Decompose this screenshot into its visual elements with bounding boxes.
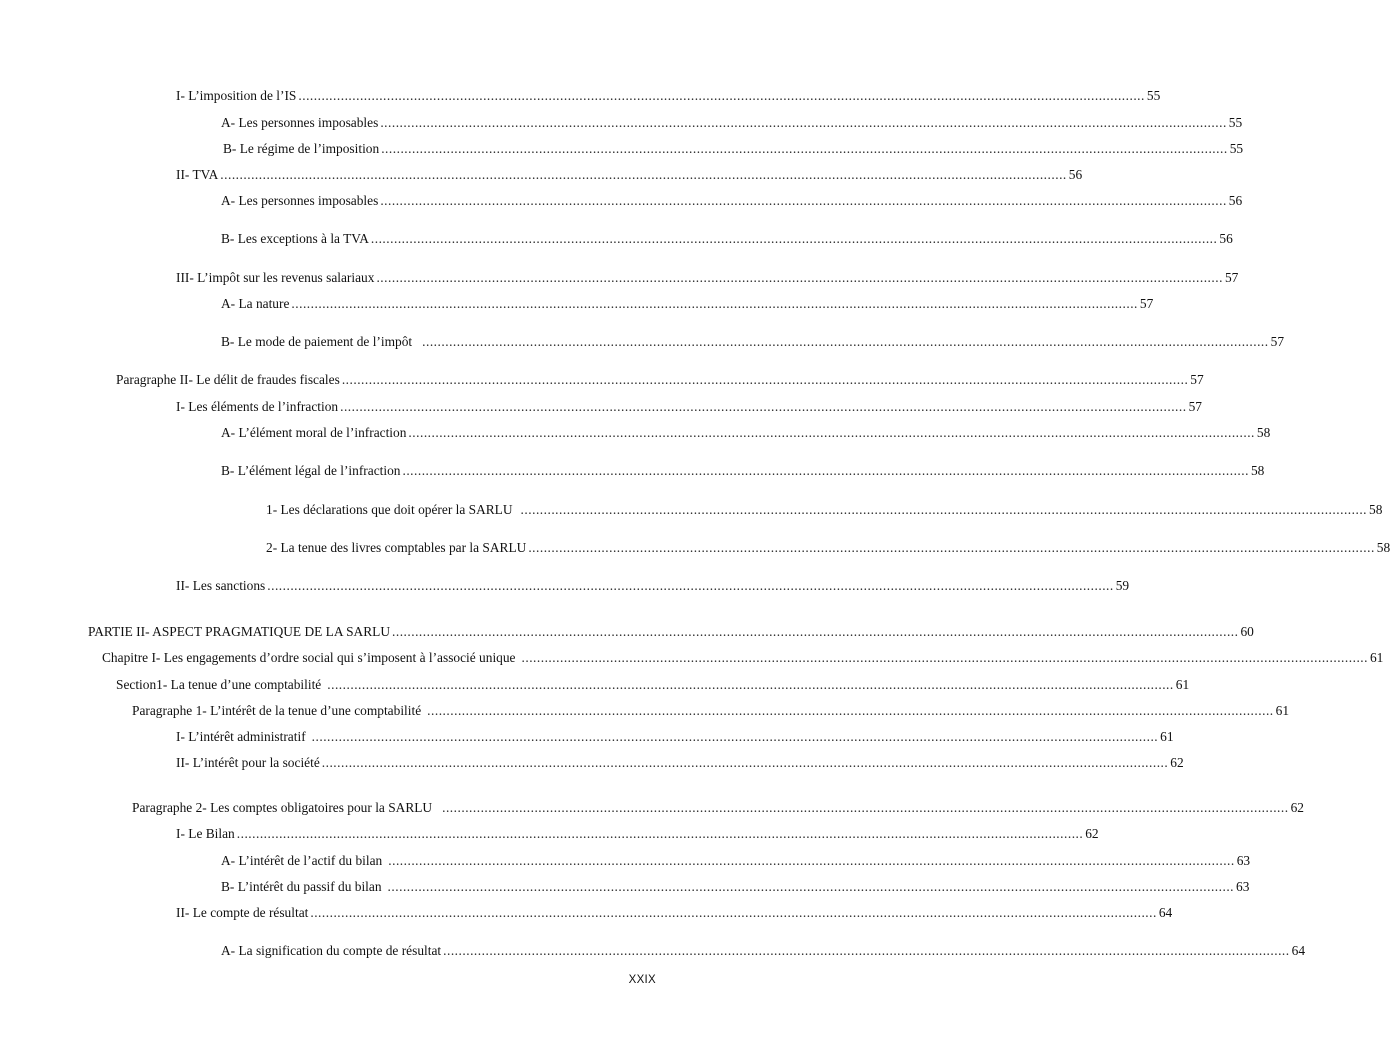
toc-entry-paragraphe-2 [132, 799, 1304, 817]
toc-entry-page: 59 [1115, 578, 1130, 593]
toc-entry-declarations-sarlu [266, 501, 1383, 519]
dot-leader: ............................................................................................................................................................................................................................ [442, 800, 1289, 815]
toc-entry-nature [221, 295, 1154, 313]
toc-entry-paragraphe-1 [132, 702, 1290, 720]
dot-leader: ............................................................................................................................................................................................................................ [291, 296, 1138, 311]
toc-entry-title: II- L’intérêt pour la société [176, 755, 320, 770]
dot-leader: ............................................................................................................................................................................................................................ [380, 193, 1227, 208]
page-number: XXIX [628, 974, 656, 986]
dot-leader: ............................................................................................................................................................................................................................ [298, 88, 1145, 103]
toc-entry-partie-ii [88, 623, 1254, 641]
dot-leader: ............................................................................................................................................................................................................................ [427, 703, 1274, 718]
toc-entry-title: B- Le régime de l’imposition [223, 141, 380, 156]
toc-entry-page: 55 [1228, 115, 1243, 130]
toc-entry-sanctions [176, 577, 1130, 595]
toc-entry-page: 60 [1240, 624, 1254, 639]
toc-entry-compte-resultat [176, 904, 1173, 922]
toc-entry-tenue-livres [266, 539, 1390, 557]
toc-entry-interet-societe [176, 754, 1184, 772]
toc-entry-page: 57 [1188, 399, 1202, 414]
dot-leader: ............................................................................................................................................................................................................................ [521, 650, 1368, 665]
toc-entry-title: A- La signification du compte de résultat [221, 943, 442, 958]
toc-entry-exceptions-tva [221, 230, 1233, 248]
toc-entry-title: Paragraphe 2- Les comptes obligatoires pour la SARLU [132, 800, 433, 815]
toc-entry-title: Paragraphe II- Le délit de fraudes fiscales [116, 372, 340, 387]
toc-entry-imposition-is [176, 87, 1161, 105]
toc-entry-page: 62 [1085, 826, 1099, 841]
toc-entry-page: 57 [1190, 372, 1204, 387]
toc-entry-page: 58 [1369, 502, 1383, 517]
toc-entry-page: 57 [1224, 270, 1239, 285]
toc-entry-title: A- L’intérêt de l’actif du bilan [221, 853, 383, 868]
dot-leader: ............................................................................................................................................................................................................................ [311, 729, 1159, 744]
toc-entry-page: 61 [1175, 677, 1190, 692]
toc-entry-title: B- Le mode de paiement de l’impôt [221, 334, 413, 349]
dot-leader: ............................................................................................................................................................................................................................ [220, 167, 1067, 182]
toc-entry-page: 55 [1229, 141, 1244, 156]
toc-entry-element-legal [221, 462, 1265, 480]
dot-leader: ............................................................................................................................................................................................................................ [402, 463, 1249, 478]
toc-entry-page: 57 [1270, 334, 1285, 349]
toc-entry-page: 61 [1369, 650, 1384, 665]
toc-entry-signification-compte-resultat [221, 942, 1306, 960]
dot-leader: ............................................................................................................................................................................................................................ [310, 905, 1157, 920]
toc-entry-section-1 [116, 676, 1190, 694]
dot-leader: ............................................................................................................................................................................................................................ [528, 540, 1375, 555]
toc-entry-page: 58 [1250, 463, 1265, 478]
dot-leader: ............................................................................................................................................................................................................................ [408, 425, 1255, 440]
toc-entry-bilan [176, 825, 1099, 843]
toc-entry-interet-administratif [176, 728, 1174, 746]
toc-entry-title: II- Les sanctions [176, 578, 266, 593]
dot-leader: ............................................................................................................................................................................................................................ [327, 677, 1174, 692]
toc-entry-page: 62 [1170, 755, 1184, 770]
toc-entry-title: Chapitre I- Les engagements d’ordre social qui s’imposent à l’associé unique [102, 650, 516, 665]
dot-leader: ............................................................................................................................................................................................................................ [267, 578, 1114, 593]
toc-entry-title: B- Les exceptions à la TVA [221, 231, 369, 246]
toc-entry-page: 63 [1236, 853, 1251, 868]
toc-entry-personnes-imposables-tva [221, 192, 1243, 210]
dot-leader: ............................................................................................................................................................................................................................ [370, 231, 1218, 246]
toc-entry-elements-infraction [176, 398, 1202, 416]
dot-leader: ............................................................................................................................................................................................................................ [340, 399, 1187, 414]
toc-entry-title: 2- La tenue des livres comptables par la SARLU [266, 540, 527, 555]
toc-entry-title: 1- Les déclarations que doit opérer la SARLU [266, 502, 513, 517]
toc-entry-title: A- Les personnes imposables [221, 115, 379, 130]
toc-entry-title: III- L’impôt sur les revenus salariaux [176, 270, 375, 285]
toc-entry-title: A- L’élément moral de l’infraction [221, 425, 407, 440]
toc-entry-title: I- Les éléments de l’infraction [176, 399, 339, 414]
dot-leader: ............................................................................................................................................................................................................................ [422, 334, 1269, 349]
toc-entry-mode-paiement [221, 333, 1285, 351]
toc-entry-actif-bilan [221, 852, 1251, 870]
dot-leader: ............................................................................................................................................................................................................................ [236, 826, 1084, 841]
dot-leader: ............................................................................................................................................................................................................................ [321, 755, 1169, 770]
dot-leader: ............................................................................................................................................................................................................................ [392, 624, 1239, 639]
toc-entry-impot-revenus-salariaux [176, 269, 1239, 287]
toc-entry-page: 57 [1139, 296, 1154, 311]
toc-entry-title: II- Le compte de résultat [176, 905, 309, 920]
toc-entry-page: 58 [1256, 425, 1271, 440]
toc-entry-page: 64 [1291, 943, 1306, 958]
toc-entry-title: A- La nature [221, 296, 290, 311]
dot-leader: ............................................................................................................................................................................................................................ [380, 115, 1227, 130]
toc-entry-page: 58 [1376, 540, 1390, 555]
toc-entry-title: B- L’intérêt du passif du bilan [221, 879, 382, 894]
toc-entry-page: 63 [1236, 879, 1250, 894]
toc-entry-title: B- L’élément légal de l’infraction [221, 463, 401, 478]
toc-entry-tva [176, 166, 1083, 184]
dot-leader: ............................................................................................................................................................................................................................ [387, 879, 1235, 894]
toc-entry-page: 56 [1068, 167, 1083, 182]
toc-entry-title: A- Les personnes imposables [221, 193, 379, 208]
toc-entry-title: Section1- La tenue d’une comptabilité [116, 677, 322, 692]
toc-entry-chapitre-i [102, 649, 1384, 667]
toc-entry-title: Paragraphe 1- L’intérêt de la tenue d’une comptabilité [132, 703, 422, 718]
toc-entry-page: 64 [1158, 905, 1173, 920]
toc-entry-page: 61 [1275, 703, 1290, 718]
dot-leader: ............................................................................................................................................................................................................................ [388, 853, 1235, 868]
dot-leader: ............................................................................................................................................................................................................................ [341, 372, 1189, 387]
dot-leader: ............................................................................................................................................................................................................................ [381, 141, 1228, 156]
toc-entry-page: 56 [1228, 193, 1243, 208]
toc-entry-title: PARTIE II- ASPECT PRAGMATIQUE DE LA SARLU [88, 624, 390, 639]
toc-entry-paragraphe-delit-fraudes [116, 371, 1204, 389]
dot-leader: ............................................................................................................................................................................................................................ [443, 943, 1290, 958]
toc-entry-page: 56 [1219, 231, 1233, 246]
toc-entry-element-moral [221, 424, 1271, 442]
toc-entry-regime-imposition [223, 140, 1244, 158]
toc-entry-passif-bilan [221, 878, 1250, 896]
toc-entry-page: 61 [1160, 729, 1174, 744]
toc-entry-page: 62 [1290, 800, 1304, 815]
toc-entry-title: I- L’intérêt administratif [176, 729, 306, 744]
dot-leader: ............................................................................................................................................................................................................................ [520, 502, 1368, 517]
toc-entry-title: I- L’imposition de l’IS [176, 88, 297, 103]
toc-entry-personnes-imposables-is [221, 114, 1243, 132]
toc-entry-title: I- Le Bilan [176, 826, 235, 841]
toc-entry-title: II- TVA [176, 167, 219, 182]
dot-leader: ............................................................................................................................................................................................................................ [376, 270, 1223, 285]
toc-entry-page: 55 [1146, 88, 1161, 103]
